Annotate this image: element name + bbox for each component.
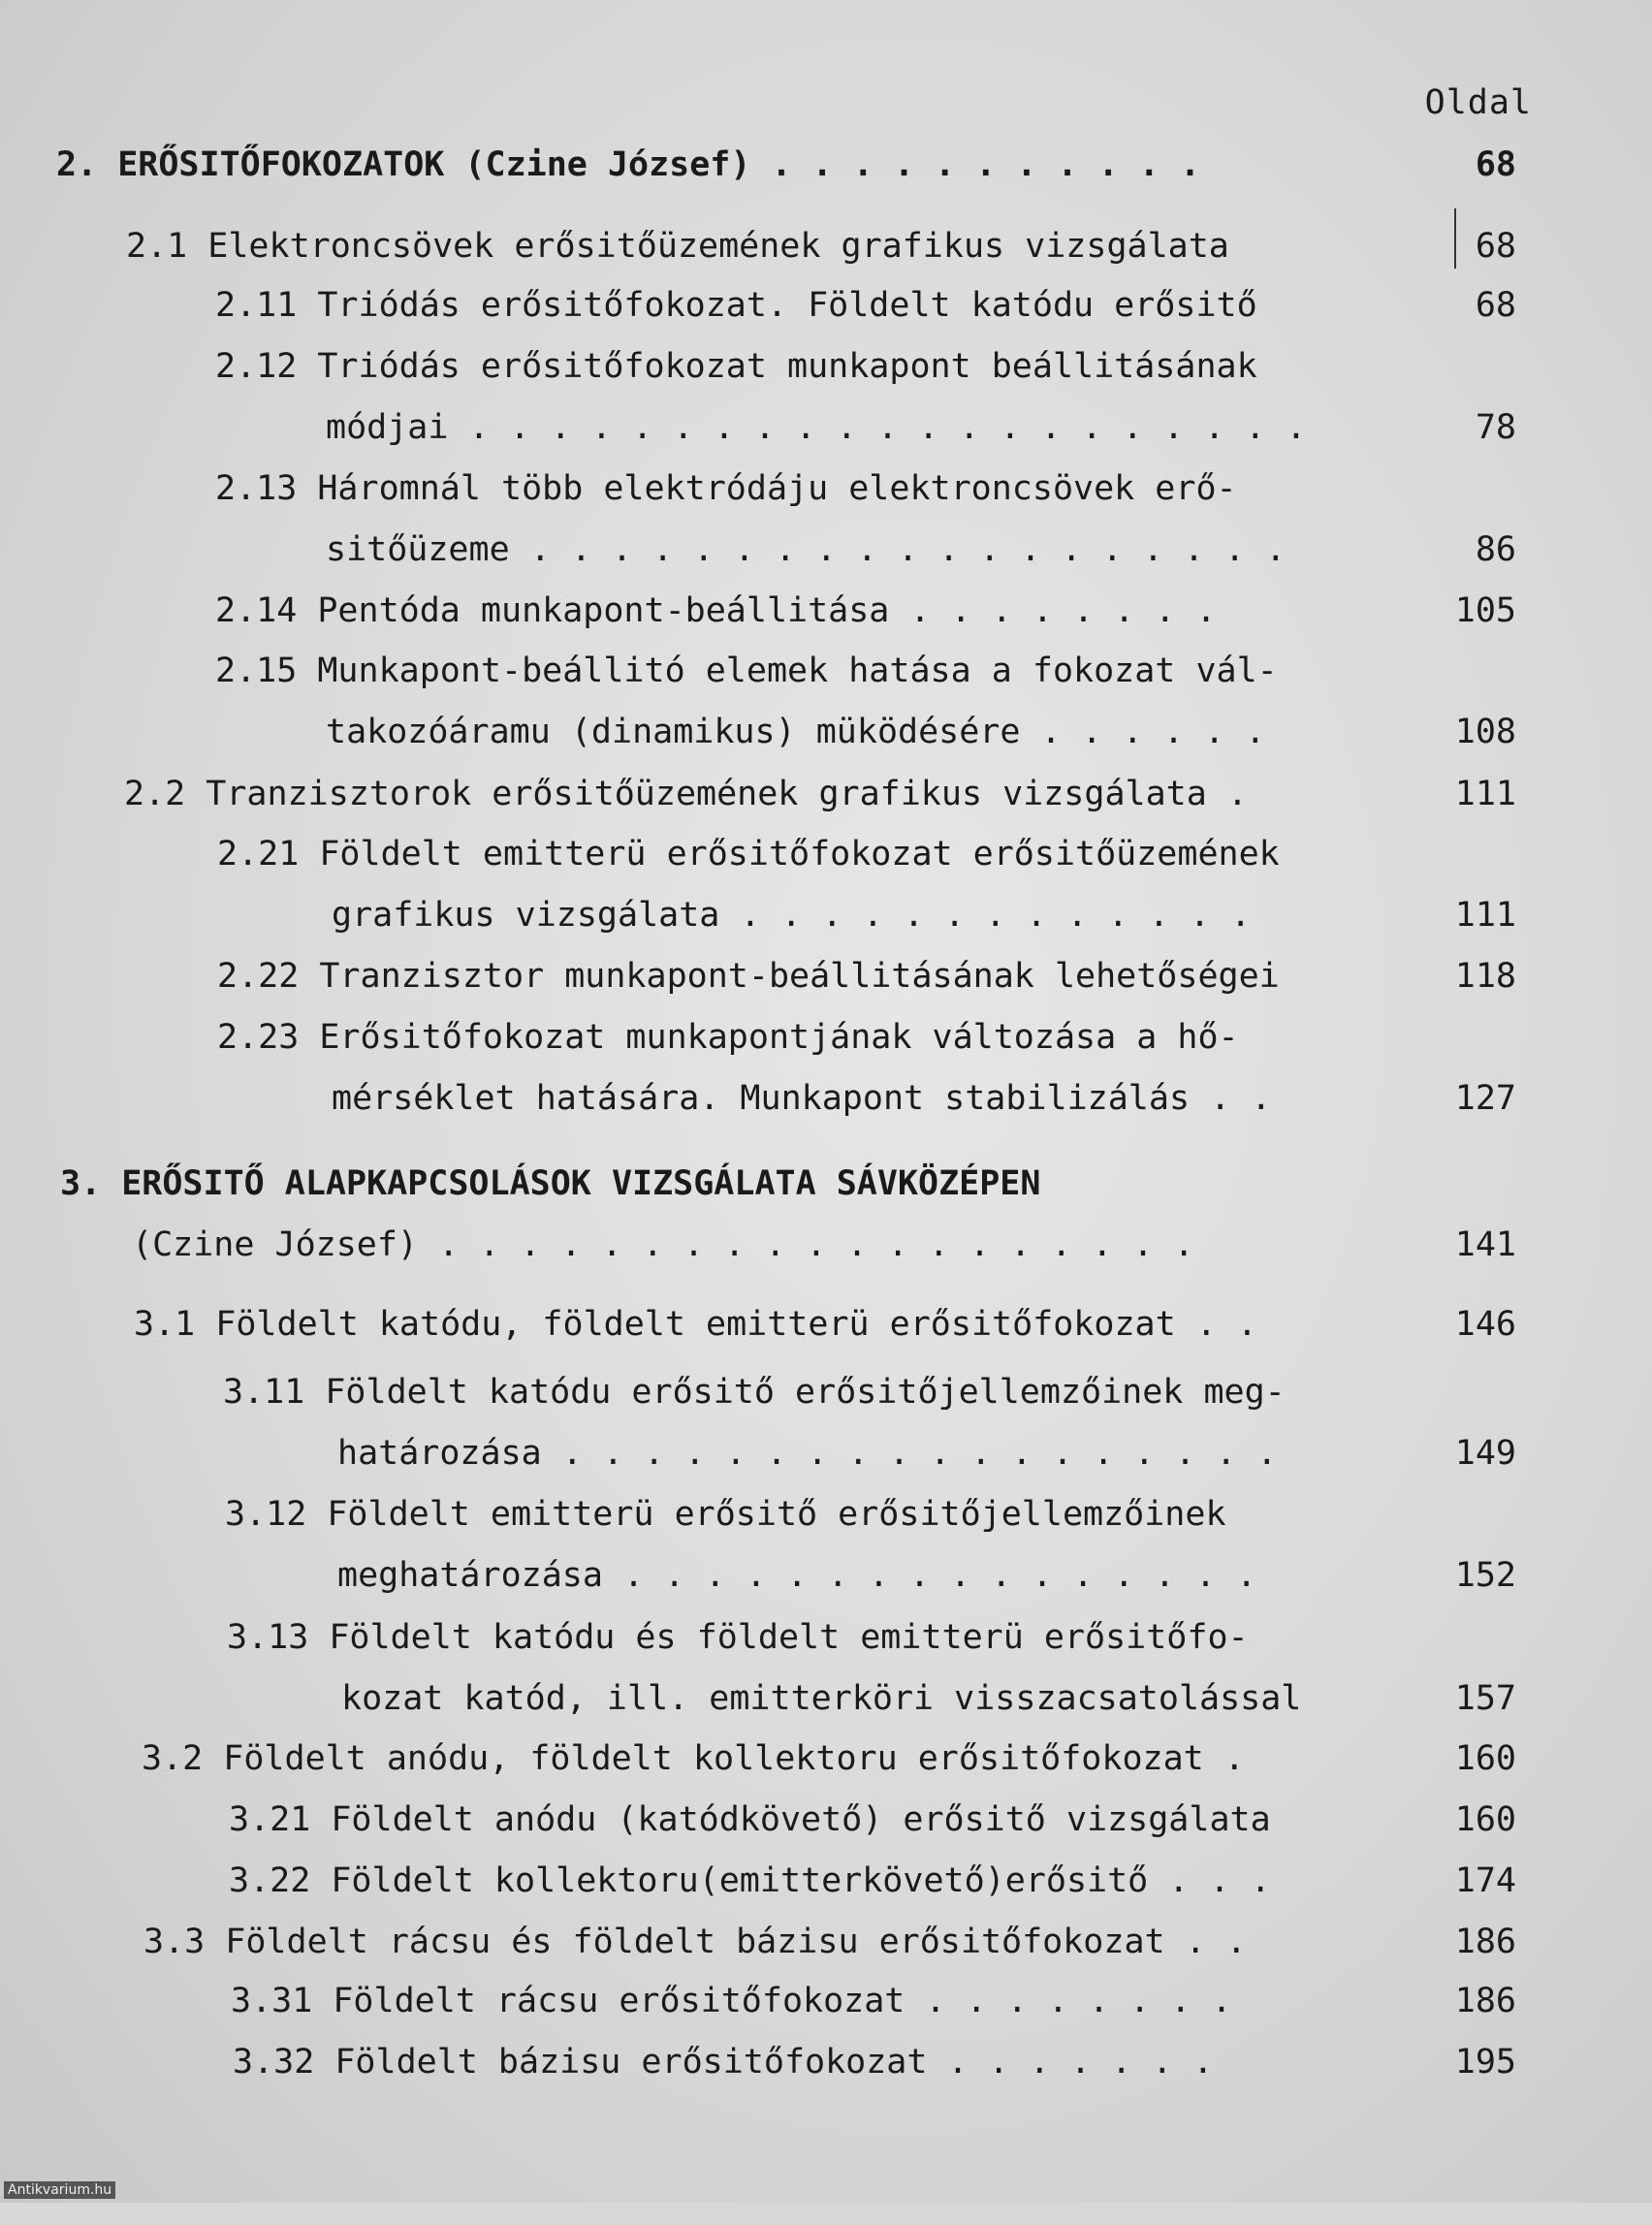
- toc-subsection-3-11-cont[interactable]: [0, 1430, 1652, 1477]
- toc-subsection-2-15[interactable]: [0, 648, 1652, 694]
- toc-section-3-1[interactable]: [0, 1301, 1652, 1348]
- toc-text: 3.22 Földelt kollektoru(emitterkövető)erősitő . . .: [229, 1861, 1271, 1900]
- toc-subsection-2-23-cont[interactable]: [0, 1075, 1652, 1122]
- toc-subsection-2-15-cont[interactable]: [0, 709, 1652, 755]
- toc-text: 3.1 Földelt katódu, földelt emitterü erősitőfokozat . .: [134, 1305, 1257, 1344]
- toc-text: kozat katód, ill. emitterköri visszacsatolással: [341, 1679, 1302, 1718]
- toc-text: 3.13 Földelt katódu és földelt emitterü erősitőfo-: [227, 1618, 1249, 1657]
- toc-text: 2.2 Tranzisztorok erősitőüzemének grafikus vizsgálata .: [124, 775, 1248, 813]
- toc-text: mérséklet hatására. Munkapont stabilizálás . .: [332, 1079, 1272, 1118]
- toc-text: sitőüzeme . . . . . . . . . . . . . . . . . . .: [326, 530, 1287, 569]
- toc-subsection-3-13-cont[interactable]: [0, 1675, 1652, 1722]
- toc-text: 2.11 Triódás erősitőfokozat. Földelt katódu erősitő: [215, 286, 1257, 325]
- toc-text: 2.15 Munkapont-beállitó elemek hatása a fokozat vál-: [215, 652, 1278, 690]
- toc-chapter-3-cont[interactable]: [0, 1222, 1652, 1268]
- toc-page-number: 68: [1475, 227, 1516, 266]
- toc-page-number: 186: [1454, 1923, 1516, 1961]
- toc-subsection-2-13[interactable]: [0, 465, 1652, 512]
- toc-subsection-3-21[interactable]: [0, 1796, 1652, 1843]
- toc-text: 3.2 Földelt anódu, földelt kollektoru erősitőfokozat .: [142, 1739, 1245, 1778]
- toc-subsection-2-22[interactable]: [0, 953, 1652, 1000]
- toc-subsection-2-14[interactable]: [0, 588, 1652, 634]
- toc-subsection-2-12-cont[interactable]: [0, 404, 1652, 451]
- toc-text: 3.31 Földelt rácsu erősitőfokozat . . . . . . . .: [231, 1982, 1232, 2020]
- toc-page-number: 174: [1454, 1861, 1516, 1900]
- toc-text: 2.12 Triódás erősitőfokozat munkapont beállitásának: [215, 347, 1257, 386]
- toc-subsection-2-13-cont[interactable]: [0, 526, 1652, 573]
- toc-text: (Czine József) . . . . . . . . . . . . . . . . . . .: [132, 1225, 1194, 1264]
- toc-text: határozása . . . . . . . . . . . . . . . . . .: [337, 1434, 1278, 1473]
- toc-page-number: 160: [1454, 1739, 1516, 1778]
- page-column-header: Oldal: [1424, 83, 1532, 122]
- toc-text: 2.22 Tranzisztor munkapont-beállitásának lehetőségei: [217, 957, 1280, 996]
- toc-text: 3.21 Földelt anódu (katódkövető) erősitő vizsgálata: [229, 1800, 1271, 1839]
- toc-page-number: 127: [1454, 1079, 1516, 1118]
- toc-text: 3.12 Földelt emitterü erősitő erősitőjellemzőinek: [225, 1495, 1226, 1534]
- toc-page-number: 149: [1454, 1434, 1516, 1473]
- toc-page-number: 68: [1475, 145, 1516, 184]
- toc-text: 2.13 Háromnál több elektródáju elektroncsövek erő-: [215, 469, 1237, 508]
- toc-text: 2. ERŐSITŐFOKOZATOK (Czine József) . . . . . . . . . . .: [56, 145, 1201, 184]
- toc-subsection-3-22[interactable]: [0, 1858, 1652, 1904]
- toc-page-number: 195: [1454, 2043, 1516, 2082]
- toc-text: 3. ERŐSITŐ ALAPKAPCSOLÁSOK VIZSGÁLATA SÁVKÖZÉPEN: [60, 1164, 1041, 1203]
- toc-page-number: 105: [1454, 591, 1516, 630]
- toc-page-number: 111: [1454, 775, 1516, 813]
- toc-page-number: 152: [1454, 1556, 1516, 1595]
- toc-subsection-3-13[interactable]: [0, 1614, 1652, 1661]
- toc-text: 2.1 Elektroncsövek erősitőüzemének grafikus vizsgálata: [126, 227, 1229, 266]
- toc-text: 3.3 Földelt rácsu és földelt bázisu erősitőfokozat . .: [143, 1923, 1247, 1961]
- toc-page-number: 111: [1454, 896, 1516, 935]
- toc-page-number: 146: [1454, 1305, 1516, 1344]
- toc-subsection-2-23[interactable]: [0, 1014, 1652, 1061]
- toc-chapter-3[interactable]: [0, 1160, 1652, 1207]
- toc-page-number: 157: [1454, 1679, 1516, 1718]
- toc-text: módjai . . . . . . . . . . . . . . . . . . . . .: [326, 408, 1307, 447]
- toc-text: meghatározása . . . . . . . . . . . . . . . .: [337, 1556, 1257, 1595]
- toc-text: takozóáramu (dinamikus) müködésére . . . . . .: [326, 713, 1266, 751]
- toc-page-number: 78: [1475, 408, 1516, 447]
- toc-subsection-2-11[interactable]: [0, 282, 1652, 329]
- toc-page-number: 186: [1454, 1982, 1516, 2020]
- toc-page-number: 160: [1454, 1800, 1516, 1839]
- toc-subsection-3-11[interactable]: [0, 1369, 1652, 1415]
- toc-text: 2.23 Erősitőfokozat munkapontjának változása a hő-: [217, 1018, 1239, 1057]
- watermark-label: Antikvarium.hu: [4, 2181, 115, 2199]
- toc-chapter-2[interactable]: [0, 142, 1652, 188]
- toc-page-number: 108: [1454, 713, 1516, 751]
- toc-subsection-2-21-cont[interactable]: [0, 892, 1652, 938]
- toc-subsection-3-31[interactable]: [0, 1978, 1652, 2024]
- toc-section-3-3[interactable]: [0, 1919, 1652, 1965]
- toc-text: 2.21 Földelt emitterü erősitőfokozat erősitőüzemének: [217, 835, 1280, 874]
- toc-page-number: 141: [1454, 1225, 1516, 1264]
- toc-page-number: 68: [1475, 286, 1516, 325]
- toc-page-number: 86: [1475, 530, 1516, 569]
- toc-page-number: 118: [1454, 957, 1516, 996]
- toc-subsection-3-12[interactable]: [0, 1491, 1652, 1538]
- toc-subsection-3-32[interactable]: [0, 2039, 1652, 2085]
- toc-text: 3.32 Földelt bázisu erősitőfokozat . . . . . . .: [233, 2043, 1214, 2082]
- toc-subsection-2-21[interactable]: [0, 831, 1652, 877]
- toc-text: 2.14 Pentóda munkapont-beállitása . . . . . . . .: [215, 591, 1217, 630]
- toc-text: 3.11 Földelt katódu erősitő erősitőjellemzőinek meg-: [223, 1373, 1286, 1412]
- toc-subsection-3-12-cont[interactable]: [0, 1552, 1652, 1599]
- toc-section-3-2[interactable]: [0, 1735, 1652, 1782]
- toc-subsection-2-12[interactable]: [0, 343, 1652, 390]
- toc-section-2-1[interactable]: [0, 223, 1652, 270]
- toc-section-2-2[interactable]: [0, 771, 1652, 817]
- toc-text: grafikus vizsgálata . . . . . . . . . . . . .: [332, 896, 1252, 935]
